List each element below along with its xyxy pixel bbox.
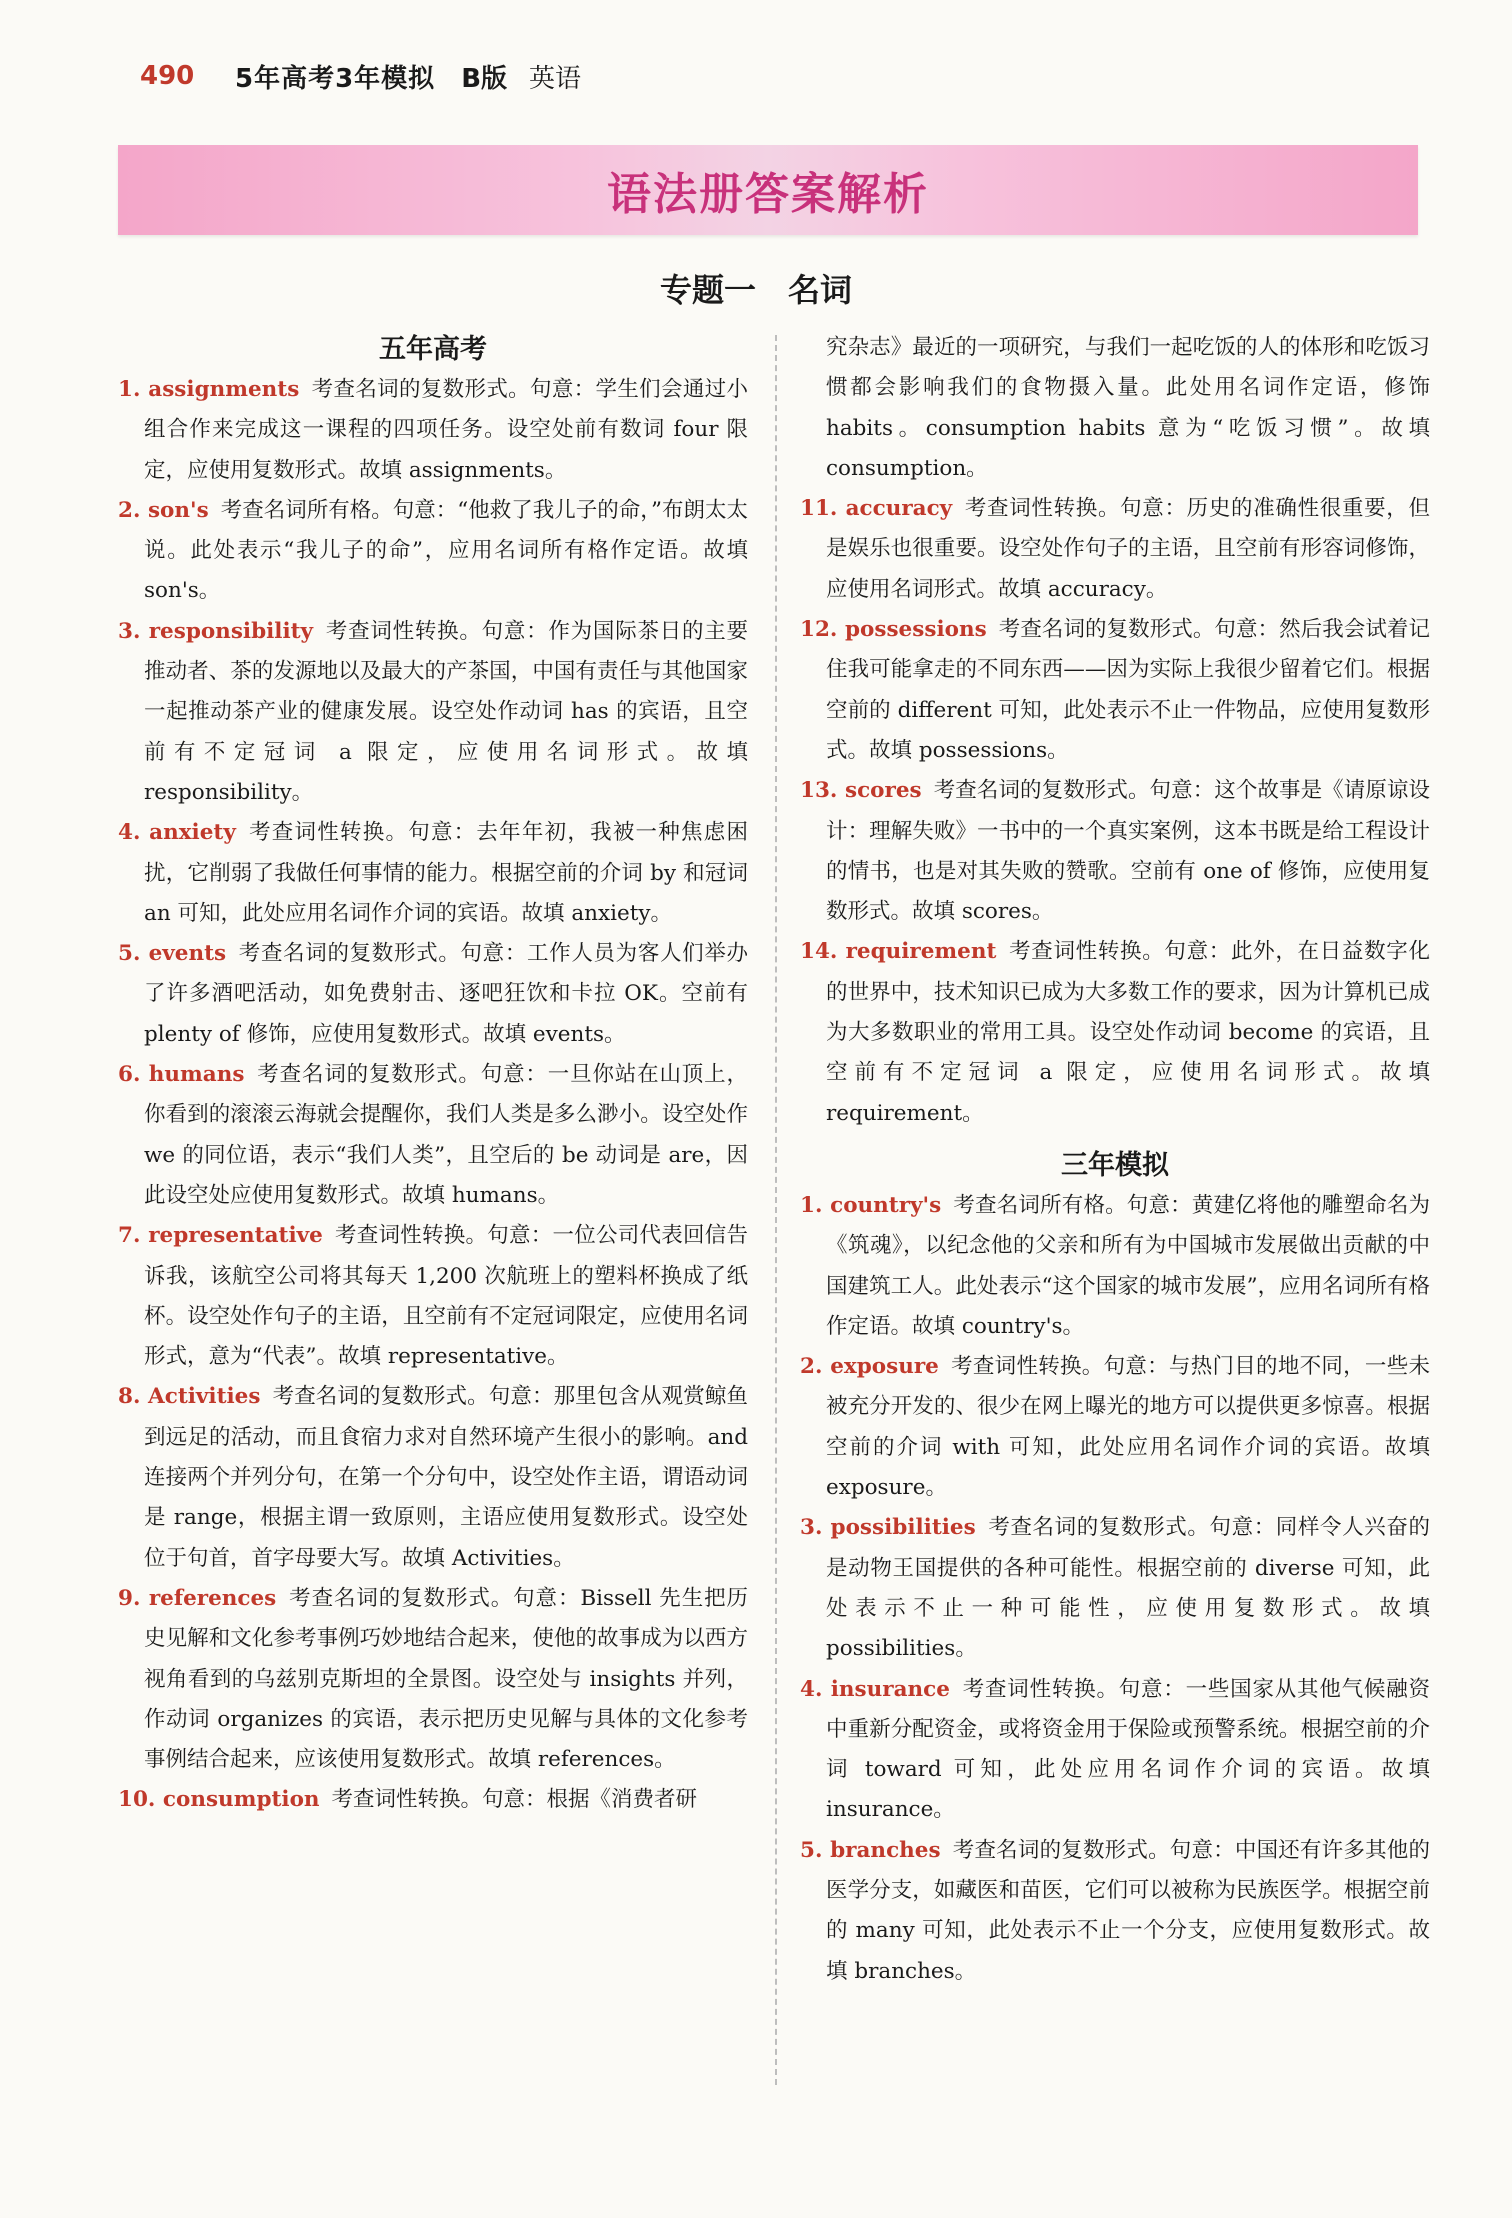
- answer-item: [800, 1831, 1430, 1992]
- book-title: 5年高考3年模拟: [235, 63, 436, 94]
- column-divider: [775, 335, 777, 2085]
- item-explanation: 考查词性转换。句意：历史的准确性很重要，但是娱乐也很重要。设空处作句子的主语，且空前有形容词修饰，应使用名词形式。故填 accuracy。: [826, 496, 1430, 602]
- answer-item: [800, 1508, 1430, 1669]
- three-year-answer-list: [800, 1186, 1430, 1992]
- answer-item-10-continuation: 究杂志》最近的一项研究，与我们一起吃饭的人的体形和吃饭习惯都会影响我们的食物摄入量。此处用名词作定语，修饰 habits。consumption habits 意为“吃饭习惯”。故填 consumption。: [826, 335, 1430, 481]
- answer-item: [800, 610, 1430, 771]
- item-explanation: 考查名词的复数形式。句意：一旦你站在山顶上，你看到的滚滚云海就会提醒你，我们人类是多么渺小。设空处作 we 的同位语，表示“我们人类”，且空后的 be 动词是 are，因此设空处应使用复数形式。故填 humans。: [144, 1062, 748, 1208]
- page-header: [140, 56, 1390, 96]
- right-column: [800, 328, 1430, 1992]
- item-number: 4.: [800, 1676, 831, 1702]
- item-answer: anxiety: [149, 820, 236, 846]
- item-answer: son's: [147, 497, 209, 523]
- item-answer: Activities: [148, 1384, 261, 1410]
- answer-item: [118, 1579, 748, 1780]
- answer-item: [118, 1216, 748, 1377]
- left-column: [118, 330, 748, 1821]
- section-heading-five-year: 五年高考: [379, 334, 487, 365]
- item-explanation: 考查名词的复数形式。句意：Bissell 先生把历史见解和文化参考事例巧妙地结合起来，使他的故事成为以西方视角看到的乌兹别克斯坦的全景图。设空处与 insights 并列，作动词 organizes 的宾语，表示把历史见解与具体的文化参考事例结合起来，应该使用复数形式。故填 references。: [144, 1585, 748, 1773]
- item-answer: consumption: [162, 1787, 320, 1813]
- answer-item: [118, 1377, 748, 1578]
- item-number: 3.: [118, 618, 149, 644]
- answer-item: [800, 1186, 1430, 1347]
- item-explanation: 考查词性转换。句意：一些国家从其他气候融资中重新分配资金，或将资金用于保险或预警系统。根据空前的介词 toward 可知，此处应用名词作介词的宾语。故填 insurance。: [826, 1676, 1430, 1823]
- item-explanation: 考查名词的复数形式。句意：中国还有许多其他的医学分支，如藏医和苗医，它们可以被称为民族医学。根据空前的 many 可知，此处表示不止一个分支，应使用复数形式。故填 branches。: [826, 1837, 1430, 1984]
- item-answer: insurance: [830, 1676, 950, 1702]
- item-explanation: 考查词性转换。句意：此外，在日益数字化的世界中，技术知识已成为大多数工作的要求，因为计算机已成为大多数职业的常用工具。设空处作动词 become 的宾语，且空前有不定冠词 a 限定，应使用名词形式。故填 requirement。: [826, 939, 1430, 1126]
- subject-label: 英语: [529, 63, 582, 94]
- item-answer: scores: [844, 778, 922, 804]
- title-banner: [118, 145, 1418, 235]
- item-number: 13.: [800, 778, 845, 804]
- item-answer: possibilities: [830, 1515, 976, 1541]
- item-number: 3.: [800, 1515, 831, 1541]
- item-answer: references: [148, 1585, 277, 1611]
- item-answer: requirement: [845, 939, 997, 965]
- item-number: 11.: [800, 496, 846, 522]
- item-number: 4.: [118, 820, 150, 846]
- topic-title: 专题一 名词: [659, 271, 852, 309]
- item-answer: representative: [148, 1223, 323, 1249]
- answer-item: [118, 813, 748, 934]
- item-number: 14.: [800, 939, 846, 965]
- item-explanation: 考查词性转换。句意：作为国际茶日的主要推动者、茶的发源地以及最大的产茶国，中国有责任与其他国家一起推动茶产业的健康发展。设空处作动词 has 的宾语，且空前有不定冠词 a 限定，应使用名词形式。故填 responsibility。: [144, 618, 748, 805]
- answer-item: [118, 491, 748, 612]
- item-number: 9.: [118, 1585, 149, 1611]
- edition-label: B版: [461, 63, 508, 94]
- item-answer: assignments: [148, 377, 300, 402]
- item-number: 12.: [800, 617, 845, 643]
- five-year-answer-list-continued: [800, 489, 1430, 1134]
- item-explanation: 考查名词的复数形式。句意：然后我会试着记住我可能拿走的不同东西——因为实际上我很少留着它们。根据空前的 different 可知，此处表示不止一件物品，应使用复数形式。故填 possessions。: [826, 617, 1430, 763]
- answer-item: [118, 370, 748, 491]
- item-answer: possessions: [844, 617, 987, 643]
- item-explanation: 考查名词的复数形式。句意：同样令人兴奋的是动物王国提供的各种可能性。根据空前的 diverse 可知，此处表示不止一种可能性，应使用复数形式。故填 possibilities。: [826, 1515, 1430, 1662]
- item-explanation: 考查名词的复数形式。句意：这个故事是《请原谅设计：理解失败》一书中的一个真实案例，这本书既是给工程设计的情书，也是对其失败的赞歌。空前有 one of 修饰，应使用复数形式。故填 scores。: [826, 778, 1430, 925]
- five-year-answer-list: [118, 370, 748, 1821]
- item-explanation: 考查名词所有格。句意：“他救了我儿子的命，”布朗太太说。此处表示“我儿子的命”，应用名词所有格作定语。故填 son's。: [144, 497, 748, 604]
- item-number: 5.: [118, 941, 149, 967]
- item-answer: responsibility: [148, 618, 314, 644]
- answer-item: [800, 1670, 1430, 1831]
- item-answer: exposure: [830, 1354, 939, 1380]
- item-answer: country's: [830, 1192, 942, 1218]
- answer-item: [118, 612, 748, 813]
- item-number: 1.: [118, 377, 149, 402]
- item-explanation: 考查名词的复数形式。句意：学生们会通过小组合作来完成这一课程的四项任务。设空处前有数词 four 限定，应使用复数形式。故填 assignments。: [144, 377, 748, 483]
- item-explanation: 考查词性转换。句意：去年年初，我被一种焦虑困扰，它削弱了我做任何事情的能力。根据空前的介词 by 和冠词 an 可知，此处应用名词作介词的宾语。故填 anxiety。: [144, 820, 748, 926]
- item-number: 1.: [800, 1192, 831, 1218]
- item-explanation: 考查名词所有格。句意：黄建亿将他的雕塑命名为《筑魂》，以纪念他的父亲和所有为中国城市发展做出贡献的中国建筑工人。此处表示“这个国家的城市发展”，应用名词所有格作定语。故填 country's。: [826, 1192, 1430, 1339]
- answer-item: [800, 1347, 1430, 1508]
- item-number: 7.: [118, 1223, 149, 1249]
- item-explanation: 考查名词的复数形式。句意：工作人员为客人们举办了许多酒吧活动，如免费射击、逐吧狂饮和卡拉 OK。空前有 plenty of 修饰，应使用复数形式。故填 events。: [144, 941, 748, 1047]
- answer-item: [800, 932, 1430, 1133]
- item-number: 2.: [118, 497, 148, 523]
- item-explanation: 考查词性转换。句意：与热门目的地不同，一些未被充分开发的、很少在网上曝光的地方可以提供更多惊喜。根据空前的介词 with 可知，此处应用名词作介词的宾语。故填 exposure。: [826, 1354, 1430, 1501]
- item-number: 10.: [118, 1787, 163, 1813]
- page-number: 490: [140, 61, 195, 91]
- section-heading-three-year: 三年模拟: [1061, 1149, 1169, 1181]
- answer-item: [118, 1055, 748, 1216]
- item-number: 8.: [118, 1384, 149, 1410]
- item-answer: branches: [830, 1837, 941, 1863]
- banner-title: 语法册答案解析: [607, 169, 929, 220]
- answer-item: [118, 934, 748, 1055]
- item-answer: humans: [148, 1062, 245, 1088]
- item-explanation: 考查名词的复数形式。句意：那里包含从观赏鲸鱼到远足的活动，而且食宿力求对自然环境产生很小的影响。and 连接两个并列分句，在第一个分句中，设空处作主语，谓语动词是 range，根据主谓一致原则，主语应使用复数形式。设空处位于句首，首字母要大写。故填 Activities。: [144, 1384, 748, 1571]
- item-answer: events: [148, 941, 227, 967]
- answer-item: [800, 771, 1430, 932]
- item-number: 2.: [800, 1354, 831, 1380]
- item-explanation: 考查词性转换。句意：一位公司代表回信告诉我，该航空公司将其每天 1,200 次航班上的塑料杯换成了纸杯。设空处作句子的主语，且空前有不定冠词限定，应使用名词形式，意为“代表”。故填 representative。: [144, 1223, 748, 1370]
- answer-item: [118, 1780, 748, 1820]
- item-answer: accuracy: [845, 496, 953, 522]
- item-explanation: 考查词性转换。句意：根据《消费者研: [331, 1787, 698, 1813]
- item-number: 6.: [118, 1062, 149, 1088]
- item-number: 5.: [800, 1837, 831, 1863]
- answer-item: [800, 489, 1430, 610]
